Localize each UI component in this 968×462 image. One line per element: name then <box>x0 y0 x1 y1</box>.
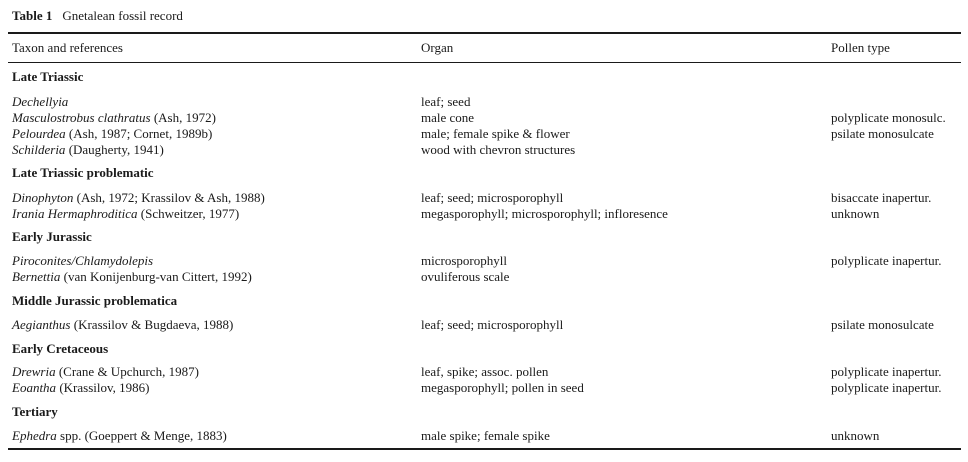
header-rule <box>8 62 961 63</box>
organ-cell: male spike; female spike <box>421 428 550 443</box>
taxon-cell <box>12 364 199 380</box>
taxon-name: Masculostrobus clathratus <box>12 110 151 125</box>
taxon-name: Ephedra <box>12 428 57 443</box>
taxon-cell <box>12 269 252 285</box>
section-title: Early Jurassic <box>12 229 92 244</box>
taxon-name: Piroconites/Chlamydolepis <box>12 253 154 268</box>
pollen-cell: polyplicate inapertur. <box>831 253 942 268</box>
header-taxon: Taxon and references <box>12 40 123 55</box>
taxon-name: Eoantha <box>12 380 57 395</box>
taxon-name: Pelourdea <box>12 126 66 141</box>
organ-cell: wood with chevron structures <box>421 142 576 157</box>
taxon-cell <box>12 142 164 158</box>
taxon-cell <box>12 380 149 396</box>
section-title: Early Cretaceous <box>12 341 109 356</box>
organ-cell: leaf; seed; microsporophyll <box>421 317 564 332</box>
taxon-cell <box>12 317 233 333</box>
top-rule <box>8 32 961 34</box>
taxon-name: Irania Hermaphroditica <box>12 206 138 221</box>
taxon-ref: (Daugherty, 1941) <box>65 142 164 157</box>
taxon-ref: (Krassilov, 1986) <box>56 380 150 395</box>
header-pollen: Pollen type <box>831 40 890 55</box>
organ-cell: megasporophyll; microsporophyll; infloresence <box>421 206 668 221</box>
organ-cell: male; female spike & flower <box>421 126 570 141</box>
taxon-cell <box>12 190 265 206</box>
organ-cell: male cone <box>421 110 475 125</box>
taxon-name: Schilderia <box>12 142 66 157</box>
section-title: Middle Jurassic problematica <box>12 293 178 308</box>
taxon-ref: (Ash, 1987; Cornet, 1989b) <box>65 126 213 141</box>
taxon-name: Aegianthus <box>12 317 71 332</box>
taxon-name: Dinophyton <box>12 190 74 205</box>
pollen-cell: unknown <box>831 428 880 443</box>
taxon-ref: (Ash, 1972) <box>150 110 216 125</box>
taxon-ref: (van Konijenburg-van Cittert, 1992) <box>60 269 252 284</box>
section-title: Late Triassic problematic <box>12 165 154 180</box>
organ-cell: leaf, spike; assoc. pollen <box>421 364 549 379</box>
taxon-name: Bernettia <box>12 269 61 284</box>
table-label: Table 1 <box>12 8 53 23</box>
table-title: Gnetalean fossil record <box>62 8 183 23</box>
organ-cell: leaf; seed; microsporophyll <box>421 190 564 205</box>
table-caption <box>12 8 183 24</box>
taxon-ref: (Crane & Upchurch, 1987) <box>55 364 199 379</box>
taxon-cell <box>12 110 216 126</box>
taxon-cell <box>12 428 227 444</box>
pollen-cell: psilate monosulcate <box>831 126 934 141</box>
taxon-cell <box>12 126 212 142</box>
organ-cell: ovuliferous scale <box>421 269 510 284</box>
taxon-cell <box>12 253 153 269</box>
taxon-ref: (Schweitzer, 1977) <box>137 206 240 221</box>
section-title: Late Triassic <box>12 69 84 84</box>
bottom-rule <box>8 448 961 450</box>
organ-cell: microsporophyll <box>421 253 507 268</box>
pollen-cell: polyplicate inapertur. <box>831 380 942 395</box>
pollen-cell: unknown <box>831 206 880 221</box>
pollen-cell: polyplicate monosulc. <box>831 110 946 125</box>
taxon-ref: (Krassilov & Bugdaeva, 1988) <box>70 317 234 332</box>
taxon-cell <box>12 94 68 110</box>
taxon-name: Drewria <box>12 364 56 379</box>
taxon-name: Dechellyia <box>12 94 69 109</box>
pollen-cell: psilate monosulcate <box>831 317 934 332</box>
taxon-ref: spp. (Goeppert & Menge, 1883) <box>56 428 227 443</box>
taxon-cell <box>12 206 239 222</box>
organ-cell: leaf; seed <box>421 94 471 109</box>
organ-cell: megasporophyll; pollen in seed <box>421 380 584 395</box>
pollen-cell: polyplicate inapertur. <box>831 364 942 379</box>
taxon-ref: (Ash, 1972; Krassilov & Ash, 1988) <box>73 190 265 205</box>
header-organ: Organ <box>421 40 454 55</box>
section-title: Tertiary <box>12 404 58 419</box>
pollen-cell: bisaccate inapertur. <box>831 190 932 205</box>
